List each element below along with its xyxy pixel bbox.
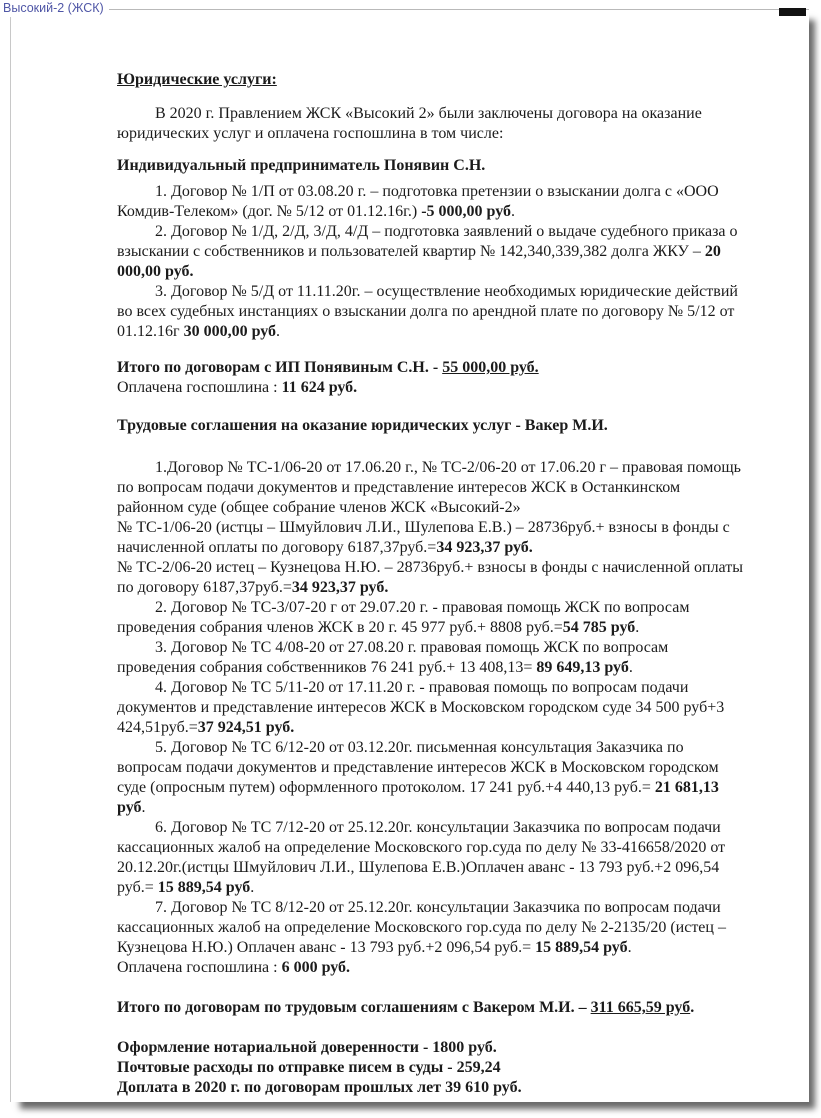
text-run: . — [276, 323, 281, 340]
text-run: 20 000,00 руб. — [117, 243, 721, 280]
section-heading-labor-agreements — [117, 416, 747, 436]
text-run: . — [627, 939, 632, 956]
ponyavin-item-2 — [117, 222, 747, 282]
text-run: 15 889,54 руб — [535, 939, 628, 956]
text-run: . — [628, 659, 633, 676]
vaker-item-7 — [117, 898, 747, 958]
text-run: № ТС-2/06-20 истец – Кузнецова Н.Ю. – 28736руб.+ взносы в фонды с начисленной оплаты по договору 6187,37руб.= — [117, 559, 743, 596]
text-run: . — [635, 619, 640, 636]
text-run: 311 665,59 руб — [590, 999, 691, 1016]
vaker-item-4 — [117, 678, 747, 738]
ponyavin-item-1 — [117, 182, 747, 222]
text-run: Юридические услуги: — [117, 71, 277, 88]
text-run: Трудовые соглашения на оказание юридических услуг - Вакер М.И. — [117, 417, 608, 434]
section-heading-legal-services — [117, 70, 747, 90]
text-run: Оплачена госпошлина : — [117, 959, 282, 976]
text-run: 21 681,13 руб — [117, 779, 719, 816]
text-run: Итого по договорам по трудовым соглашениям с Вакером М.И. – — [117, 999, 591, 1016]
text-run: 2. Договор № 1/Д, 2/Д, 3/Д, 4/Д – подготовка заявлений о выдаче судебного приказа о взыскании с собственников и пользователей квартир № 142,340,339,382 долга ЖКУ – — [117, 223, 738, 260]
text-run: 89 649,13 руб — [536, 659, 629, 676]
intro-paragraph — [117, 104, 747, 144]
document-content — [11, 10, 809, 1098]
text-run: 15 889,54 руб — [157, 879, 251, 896]
notary-line — [117, 1038, 747, 1058]
text-run: 2. Договор № ТС-3/07-20 г от 29.07.20 г. - правовая помощь ЖСК по вопросам проведения собрания членов ЖСК в 20 г. 45 977 руб.+ 8808 руб.= — [117, 599, 690, 636]
text-run: В 2020 г. Правлением ЖСК «Высокий 2» были заключены договора на оказание юридических услуг и оплачена госпошлина в том числе: — [117, 105, 702, 142]
text-run: 11 624 руб. — [281, 379, 358, 396]
total-vaker-line — [117, 998, 747, 1018]
text-run: 54 785 руб — [562, 619, 636, 636]
window-title-link[interactable]: Высокий-2 (ЖСК) — [3, 1, 109, 17]
duty-paid-vaker — [117, 958, 747, 978]
text-run: . — [141, 799, 146, 816]
text-run: № ТС-1/06-20 (истцы – Шмуйлович Л.И., Шулепова Е.В.) – 28736руб.+ взносы в фонды с начисленной оплаты по договору 6187,37руб.= — [117, 519, 730, 556]
text-run: 1.Договор № ТС-1/06-20 от 17.06.20 г., № ТС-2/06-20 от 17.06.20 г – правовая помощь по вопросам подачи документов и представление интересов ЖСК в Останкинском районном суде (общее собрание членов ЖСК «Высокий-2» — [117, 459, 741, 516]
text-run: . — [250, 879, 255, 896]
vaker-item-3 — [117, 638, 747, 678]
ponyavin-item-3 — [117, 282, 747, 342]
text-run: 37 924,51 руб. — [197, 719, 295, 736]
text-run: Доплата в 2020 г. по договорам прошлых лет 39 610 руб. — [117, 1079, 522, 1096]
text-run: 7. Договор № ТС 8/12-20 от 25.12.20г. консультации Заказчика по вопросам подачи кассационных жалоб на определение Московского гор.суда по делу № 2-2135/20 (истец – Кузнецова Н.Ю.) Оплачен аванс - 13 793 руб.+2 096,54 руб.= — [117, 899, 726, 956]
text-run: 30 000,00 руб — [183, 323, 277, 340]
text-run: 4. Договор № ТС 5/11-20 от 17.11.20 г. - правовая помощь по вопросам подачи документов и представление интересов ЖСК в Московском городском суде 34 500 руб+3 424,51руб.= — [117, 679, 725, 736]
top-right-handle-icon[interactable] — [779, 8, 806, 16]
text-run: 1. Договор № 1/П от 03.08.20 г. – подготовка претензии о взыскании долга с «ООО Комдив-Телеком» (дог. № 5/12 от 01.12.16г.) — [117, 183, 719, 220]
postal-line — [117, 1058, 747, 1078]
vaker-item-1 — [117, 458, 747, 518]
vaker-item-2 — [117, 598, 747, 638]
total-ponyavin-line — [117, 358, 747, 378]
text-run: 3. Договор № ТС 4/08-20 от 27.08.20 г. правовая помощь ЖСК по вопросам проведения собрания собственников 76 241 руб.+ 13 408,13= — [117, 639, 669, 676]
text-run: 34 923,37 руб. — [291, 579, 389, 596]
text-run: 6 000 руб. — [281, 959, 351, 976]
surcharge-line — [117, 1078, 747, 1098]
text-run: 55 000,00 руб. — [442, 359, 539, 376]
text-run: 3. Договор № 5/Д от 11.11.20г. – осуществление необходимых юридические действий во всех судебных инстанциях о взыскании долга по арендной плате по договору № 5/12 от 01.12.16г — [117, 283, 738, 340]
text-run: -5 000,00 руб — [421, 203, 512, 220]
text-run: 6. Договор № ТС 7/12-20 от 25.12.20г. консультации Заказчика по вопросам подачи кассационных жалоб на определение Московского гор.суда по делу № 33-416658/2020 от 20.12.20г.(истцы Шмуйлович Л.И., Шулепова Е.В.)Оплачен аванс - 13 793 руб.+2 096,54 руб.= — [117, 819, 726, 896]
subheading-ip-ponyavin — [117, 156, 747, 176]
vaker-item-6 — [117, 818, 747, 898]
document-page — [10, 9, 809, 1102]
text-run: . — [690, 999, 695, 1016]
text-run: Почтовые расходы по отправке писем в суды - 259,24 — [117, 1059, 501, 1076]
duty-paid-ponyavin — [117, 378, 747, 398]
text-run: Оплачена госпошлина : — [117, 379, 282, 396]
vaker-item-1-ts2 — [117, 558, 747, 598]
text-run: Индивидуальный предприниматель Понявин С.Н. — [117, 157, 486, 174]
text-run: Итого по договорам с ИП Понявиным С.Н. - — [117, 359, 443, 376]
vaker-item-5 — [117, 738, 747, 818]
text-run: Оформление нотариальной доверенности - 1800 руб. — [117, 1039, 497, 1056]
vaker-item-1-ts1 — [117, 518, 747, 558]
text-run: . — [511, 203, 516, 220]
text-run: 5. Договор № ТС 6/12-20 от 03.12.20г. письменная консультация Заказчика по вопросам подачи документов и представление интересов ЖСК в Московском городском суде (опросным путем) оформленного протоколом. 17 241 руб.+4 440,13 руб.= — [117, 739, 719, 796]
text-run: 34 923,37 руб. — [436, 539, 533, 556]
